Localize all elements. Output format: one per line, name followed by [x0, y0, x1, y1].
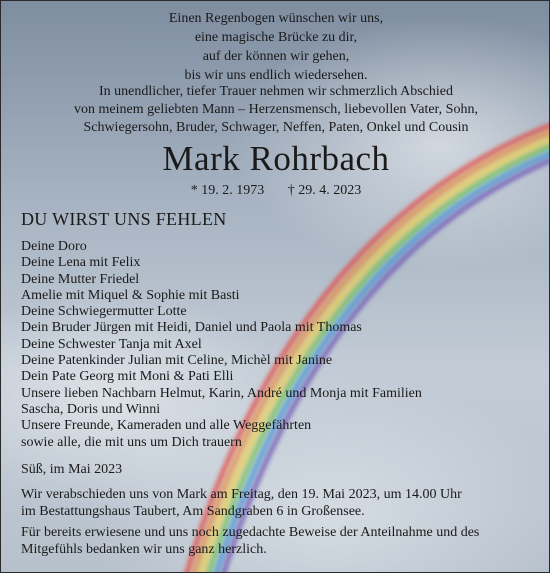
intro-line: Schwiegersohn, Bruder, Schwager, Neffen, Paten, Onkel und Cousin [83, 120, 469, 135]
verse-line: Einen Regenbogen wünschen wir uns, [168, 11, 384, 26]
intro-line: In unendlicher, tiefer Trauer nehmen wir schmerzlich Abschied [99, 84, 453, 99]
deceased-name: Mark Rohrbach [162, 139, 390, 178]
mourner-line: sowie alle, die mit uns um Dich trauern [21, 434, 242, 450]
thanks-line: Für bereits erwiesene und uns noch zugedachte Beweise der Anteilnahme und des [21, 525, 480, 540]
birth-date: * 19. 2. 1973 [190, 183, 265, 198]
mourner-line: Unsere lieben Nachbarn Helmut, Karin, André und Monja mit Familien [21, 385, 422, 401]
death-date: † 29. 4. 2023 [287, 183, 362, 198]
verse-line: bis wir uns endlich wiedersehen. [184, 68, 368, 83]
mourner-line: Dein Pate Georg mit Moni & Pati Elli [21, 369, 234, 385]
verse-line: eine magische Brücke zu dir, [194, 30, 358, 45]
mourner-line: Sascha, Doris und Winni [21, 401, 161, 417]
life-dates [1, 182, 550, 200]
mourner-line: Dein Bruder Jürgen mit Heidi, Daniel und Paola mit Thomas [21, 320, 362, 336]
thanks-text [21, 524, 546, 558]
place-date: Süß, im Mai 2023 [21, 462, 123, 477]
mourner-line: Unsere Freunde, Kameraden und alle Weggefährten [21, 418, 312, 434]
mourner-line: Deine Patenkinder Julian mit Celine, Michèl mit Janine [21, 353, 333, 369]
intro-text [1, 83, 550, 137]
mourner-line: Deine Schwester Tanja mit Axel [21, 336, 202, 352]
funeral-line: Wir verabschieden uns von Mark am Freitag, den 19. Mai 2023, um 14.00 Uhr [21, 487, 462, 502]
verse-line: auf der können wir gehen, [202, 49, 350, 64]
funeral-line: im Bestattungshaus Taubert, Am Sandgraben 6 in Großensee. [21, 504, 365, 519]
mourner-line: Amelie mit Miquel & Sophie mit Basti [21, 287, 240, 303]
heading: DU WIRST UNS FEHLEN [21, 209, 227, 229]
verse [1, 9, 550, 85]
intro-line: von meinem geliebten Mann – Herzensmensch, liebevollen Vater, Sohn, [74, 102, 478, 117]
mourner-line: Deine Lena mit Felix [21, 255, 141, 271]
funeral-info [21, 486, 541, 520]
mourner-line: Deine Mutter Friedel [21, 271, 140, 287]
thanks-line: Mitgefühls bedanken wir uns ganz herzlich. [21, 542, 267, 557]
mourner-line: Deine Doro [21, 239, 87, 254]
mourners-list [21, 239, 541, 451]
mourner-line: Deine Schwiegermutter Lotte [21, 304, 187, 320]
